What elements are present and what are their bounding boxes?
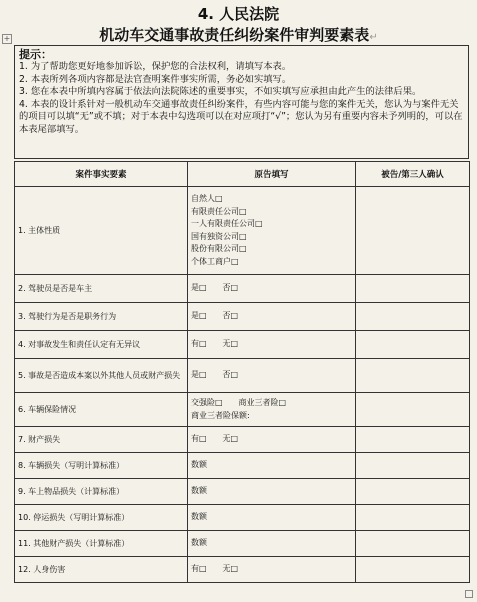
fact-element-cell — [15, 303, 188, 331]
defendant-confirm-cell[interactable] — [356, 505, 470, 531]
plaintiff-input-cell[interactable] — [188, 359, 356, 393]
table-row — [15, 303, 470, 331]
defendant-confirm-cell[interactable] — [356, 187, 470, 275]
plaintiff-input-cell[interactable] — [188, 331, 356, 359]
fact-element-label: 9. 车上物品损失（计算标准） — [18, 487, 125, 496]
defendant-confirm-cell[interactable] — [356, 393, 470, 427]
fact-element-label: 6. 车辆保险情况 — [18, 405, 77, 414]
header-plaintiff: 原告填写 — [188, 162, 356, 187]
plaintiff-option[interactable]: 数额 — [191, 460, 207, 470]
plaintiff-option[interactable]: 数额 — [191, 486, 207, 496]
notice-item-3: 3. 您在本表中所填内容属于依法向法院陈述的重要事实，不如实填写应承担由此产生的法律后果。 — [19, 86, 422, 98]
plaintiff-option[interactable]: 数额 — [191, 512, 207, 522]
fact-element-label: 7. 财产损失 — [18, 435, 61, 444]
plaintiff-input-cell[interactable] — [188, 187, 356, 275]
notice-item-2: 2. 本表所列各项内容都是法官查明案件事实所需，务必如实填写。 — [19, 73, 292, 85]
resize-handle-icon[interactable] — [465, 590, 473, 598]
notice-item-1: 1. 为了帮助您更好地参加诉讼，保护您的合法权利，请填写本表。 — [19, 61, 292, 72]
fact-element-cell — [15, 359, 188, 393]
plaintiff-option[interactable]: 有限责任公司□ — [191, 206, 247, 216]
elements-table — [14, 161, 470, 583]
plaintiff-input-cell[interactable] — [188, 505, 356, 531]
fact-element-cell — [15, 505, 188, 531]
table-row — [15, 393, 470, 427]
fact-element-cell — [15, 187, 188, 275]
table-move-handle-icon[interactable]: + — [3, 34, 11, 43]
table-row — [15, 427, 470, 453]
plaintiff-option[interactable]: 有□ 无□ — [191, 564, 239, 574]
plaintiff-input-cell[interactable] — [188, 479, 356, 505]
table-row — [15, 275, 470, 303]
fact-element-cell — [15, 427, 188, 453]
plaintiff-input-cell[interactable] — [188, 393, 356, 427]
plaintiff-option[interactable]: 一人有限责任公司□ — [191, 219, 263, 228]
fact-element-label: 10. 停运损失（写明计算标准） — [18, 513, 130, 522]
plaintiff-option[interactable]: 是□ 否□ — [191, 283, 239, 293]
defendant-confirm-cell[interactable] — [356, 303, 470, 331]
defendant-confirm-cell[interactable] — [356, 479, 470, 505]
plaintiff-option[interactable]: 有□ 无□ — [191, 339, 239, 349]
fact-element-label: 3. 驾驶行为是否是职务行为 — [18, 312, 117, 321]
fact-element-label: 4. 对事故发生和责任认定有无异议 — [18, 340, 141, 349]
plaintiff-input-cell[interactable] — [188, 303, 356, 331]
fact-element-cell — [15, 393, 188, 427]
fact-element-cell — [15, 557, 188, 583]
fact-element-cell — [15, 479, 188, 505]
document-title: 机动车交通事故责任纠纷案件审判要素表↵ — [99, 26, 378, 44]
table-row — [15, 187, 470, 275]
plaintiff-input-cell[interactable] — [188, 531, 356, 557]
plaintiff-option[interactable]: 交强险□ 商业三者险□ — [191, 398, 287, 407]
plaintiff-input-cell[interactable] — [188, 275, 356, 303]
plaintiff-input-cell[interactable] — [188, 453, 356, 479]
notice-label: 提示： — [19, 48, 52, 61]
defendant-confirm-cell[interactable] — [356, 275, 470, 303]
plaintiff-option[interactable]: 是□ 否□ — [191, 370, 239, 380]
table-row — [15, 479, 470, 505]
defendant-confirm-cell[interactable] — [356, 557, 470, 583]
plaintiff-option[interactable]: 是□ 否□ — [191, 311, 239, 321]
fact-element-cell — [15, 275, 188, 303]
table-row — [15, 557, 470, 583]
fact-element-label: 1. 主体性质 — [18, 226, 61, 235]
defendant-confirm-cell[interactable] — [356, 531, 470, 557]
header-defendant: 被告/第三人确认 — [356, 162, 470, 187]
plaintiff-option[interactable]: 自然人□ — [191, 194, 223, 203]
plaintiff-option[interactable]: 商业三者险保额: — [191, 410, 250, 420]
plaintiff-input-cell[interactable] — [188, 427, 356, 453]
notice-box — [14, 45, 469, 159]
plaintiff-option[interactable]: 国有独资公司□ — [191, 231, 247, 241]
fact-element-cell — [15, 531, 188, 557]
defendant-confirm-cell[interactable] — [356, 331, 470, 359]
fact-element-label: 2. 驾驶员是否是车主 — [18, 284, 93, 293]
table-row — [15, 359, 470, 393]
fact-element-cell — [15, 453, 188, 479]
defendant-confirm-cell[interactable] — [356, 359, 470, 393]
fact-element-label: 12. 人身伤害 — [18, 565, 66, 574]
fact-element-cell — [15, 331, 188, 359]
table-row — [15, 331, 470, 359]
plaintiff-option[interactable]: 股份有限公司□ — [191, 244, 247, 253]
plaintiff-option[interactable]: 个体工商户□ — [191, 256, 239, 266]
fact-element-label: 8. 车辆损失（写明计算标准） — [18, 461, 125, 470]
defendant-confirm-cell[interactable] — [356, 427, 470, 453]
fact-element-label: 11. 其他财产损失（计算标准） — [18, 539, 130, 548]
table-row — [15, 453, 470, 479]
court-heading: 4. 人民法院 — [197, 5, 280, 23]
defendant-confirm-cell[interactable] — [356, 453, 470, 479]
plaintiff-input-cell[interactable] — [188, 557, 356, 583]
table-row — [15, 505, 470, 531]
header-fact-elements: 案件事实要素 — [15, 162, 188, 187]
plaintiff-option[interactable]: 数额 — [191, 538, 207, 548]
fact-element-label: 5. 事故是否造成本案以外其他人员或财产损失 — [18, 371, 181, 380]
plaintiff-option[interactable]: 有□ 无□ — [191, 434, 239, 444]
notice-item-4: 4. 本表的设计系针对一般机动车交通事故责任纠纷案件，有些内容可能与您的案件无关，您认为与案件无关的项目可以填“无”或不填；对于本表中勾选项可以在对应项打“√”；您认为另有重要内容未予列明的，可以在本表尾部填写。 — [19, 98, 463, 135]
table-header-row — [15, 162, 470, 187]
table-row — [15, 531, 470, 557]
